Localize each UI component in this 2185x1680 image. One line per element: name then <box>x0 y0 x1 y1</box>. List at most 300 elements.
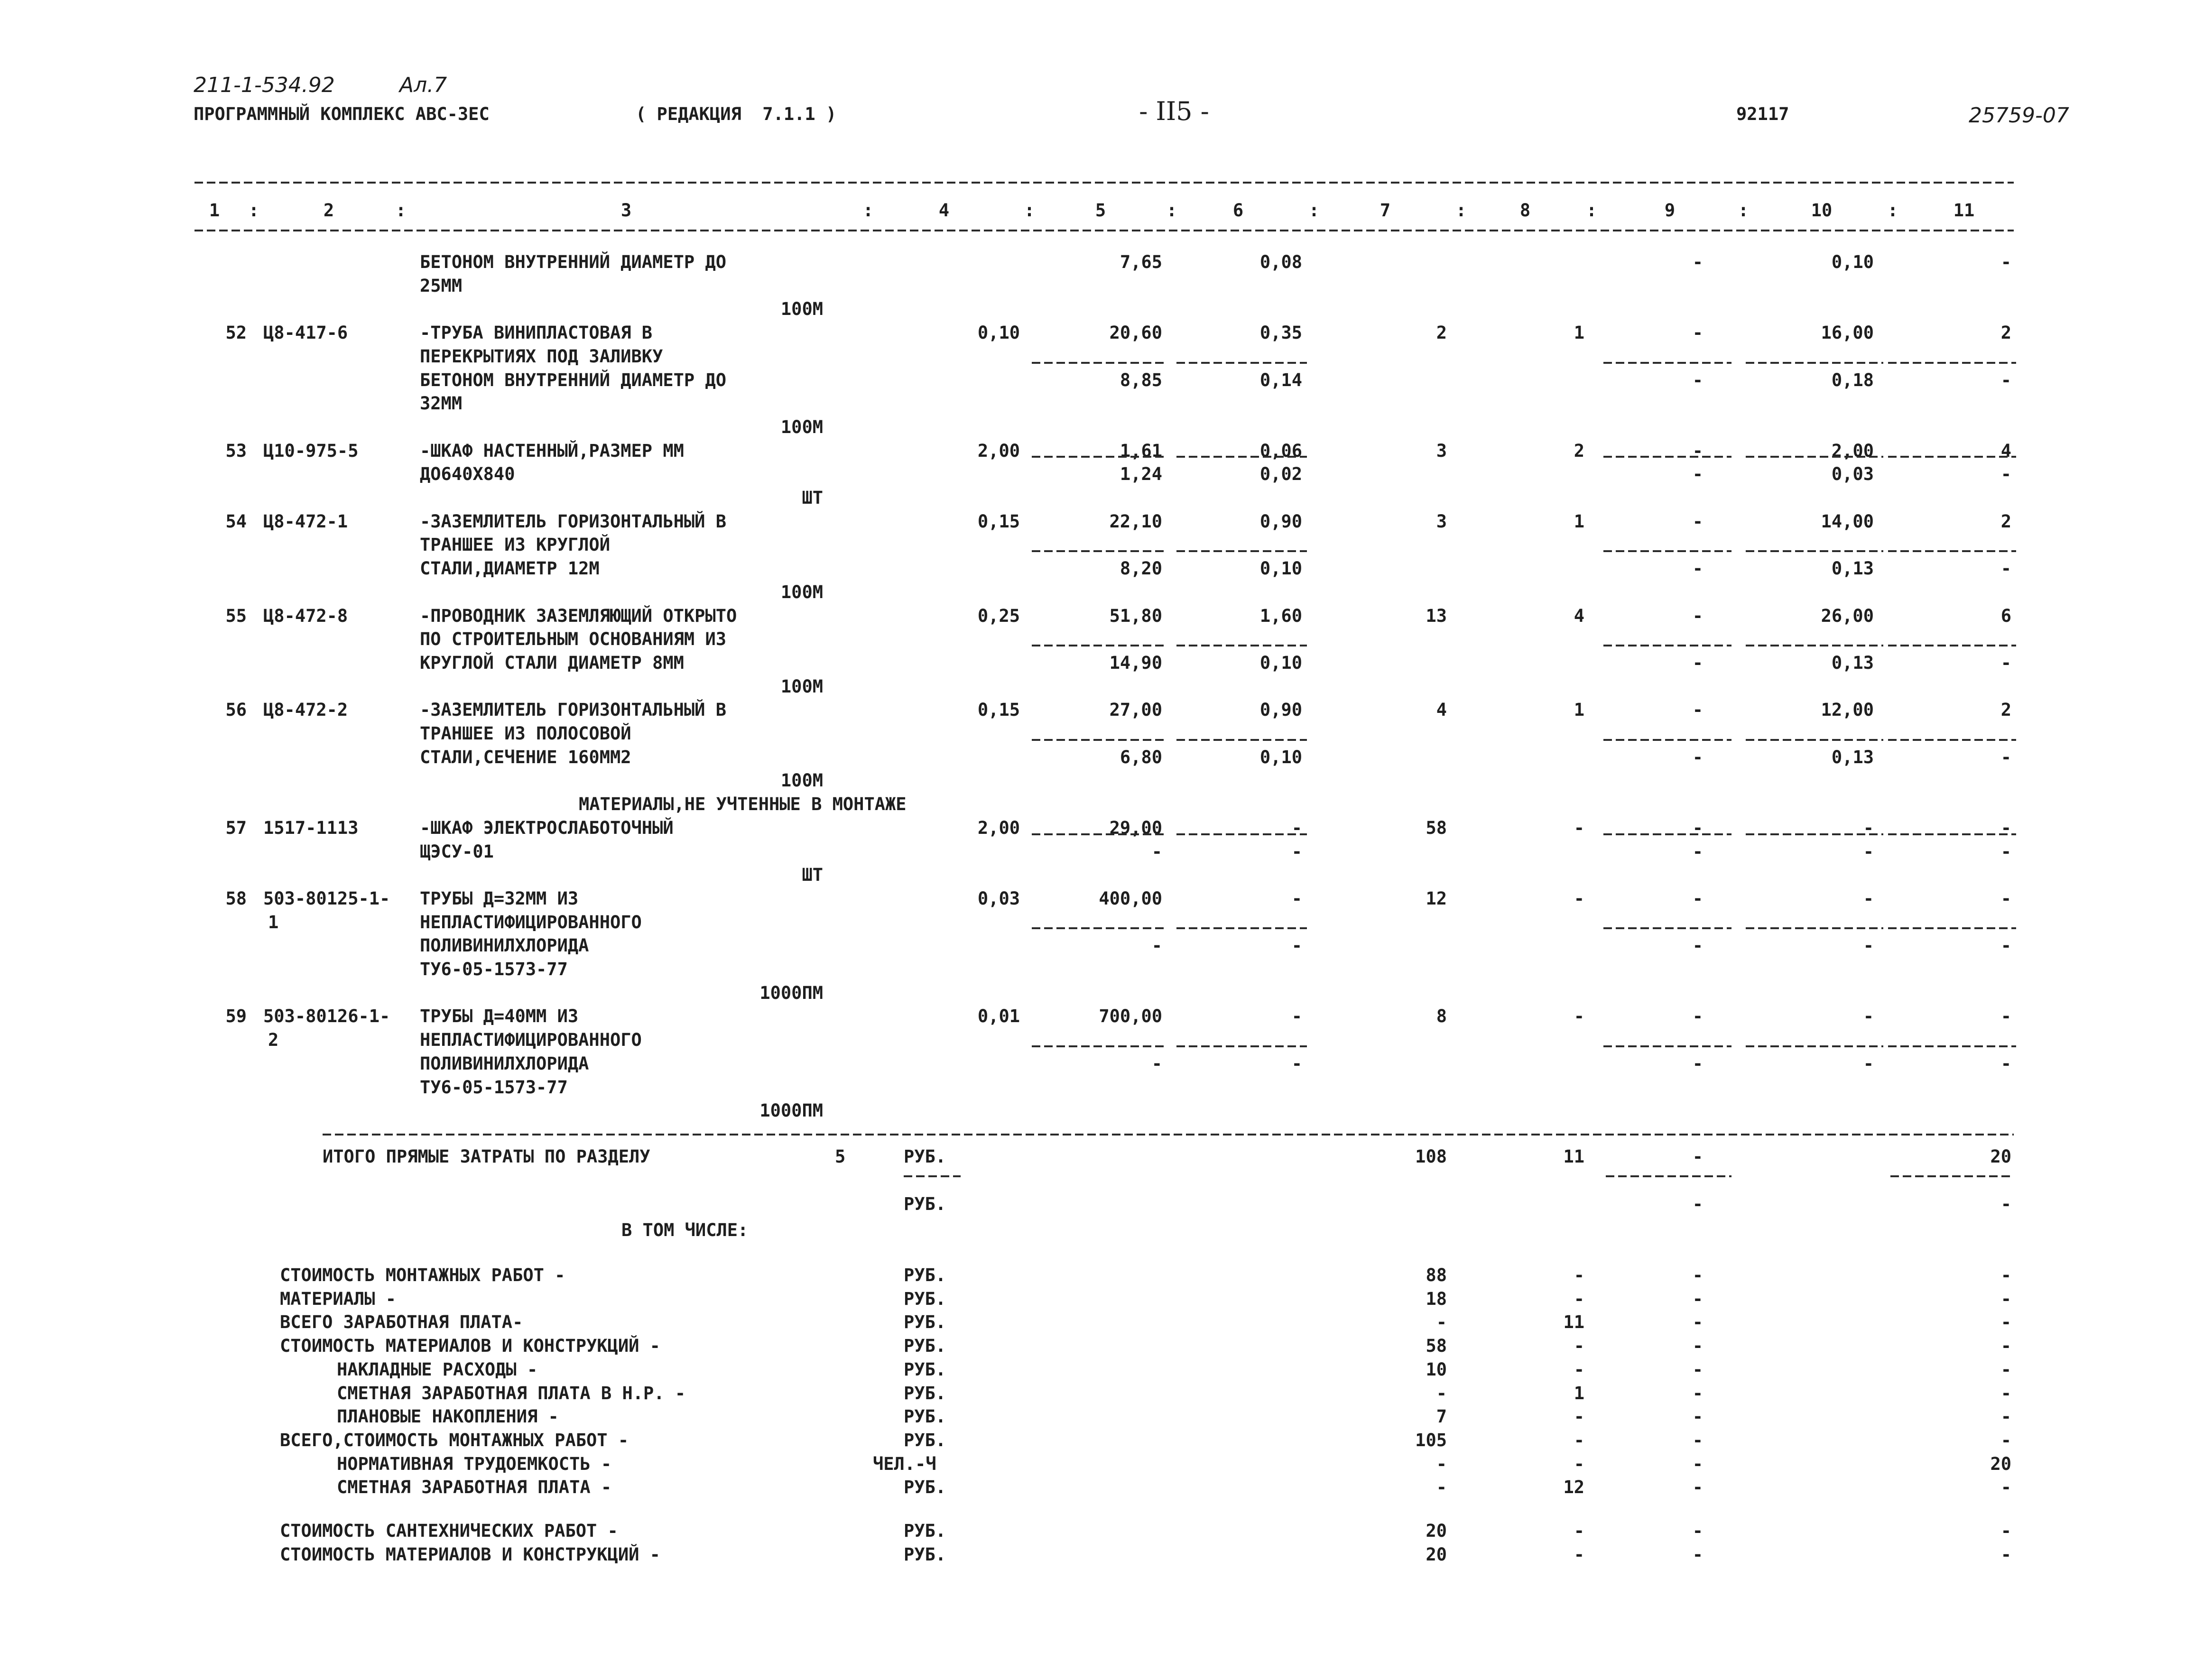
summary-c9: - <box>1692 1288 1703 1309</box>
cell-c5b: - <box>1151 1053 1162 1074</box>
summary-label: МАТЕРИАЛЫ - <box>280 1288 397 1309</box>
cell-c10b: 0,18 <box>1831 369 1874 390</box>
cell-divider <box>1603 549 1731 553</box>
col-separator: : <box>1455 200 1467 221</box>
summary-label: НОРМАТИВНАЯ ТРУДОЕМКОСТЬ - <box>337 1453 612 1474</box>
row-description: ЩЭСУ-01 <box>420 841 494 862</box>
cell-c10a: - <box>1863 888 1874 909</box>
cell-c9a: - <box>1692 605 1703 626</box>
cell-c8: 2 <box>1574 440 1584 461</box>
row-unit: 100М <box>780 299 823 320</box>
cell-c11b: - <box>2000 558 2011 579</box>
row-description: ТУ6-05-1573-77 <box>420 1077 568 1098</box>
col-separator: : <box>862 200 874 221</box>
row-description: ПО СТРОИТЕЛЬНЫМ ОСНОВАНИЯМ ИЗ <box>420 629 727 650</box>
cell-c5b: 14,90 <box>1109 652 1162 673</box>
cell-divider <box>1032 926 1167 930</box>
cell-divider <box>1888 926 2016 930</box>
cell-c6a: 0,06 <box>1259 440 1302 461</box>
row-description: КРУГЛОЙ СТАЛИ ДИАМЕТР 8ММ <box>420 652 684 673</box>
cell-c9a: - <box>1692 700 1703 720</box>
row-code-continuation: 1 <box>268 912 279 932</box>
cell-c11b: - <box>2000 1053 2011 1074</box>
totals-c9-divider <box>1606 1174 1731 1178</box>
cell-c8: 1 <box>1574 323 1584 343</box>
cell-c9b: - <box>1692 841 1703 862</box>
totals-c11-divider <box>1890 1174 2014 1178</box>
row-description: -ШКАФ ЭЛЕКТРОСЛАБОТОЧНЫЙ <box>420 817 674 838</box>
summary-c8: 12 <box>1563 1477 1584 1498</box>
summary-unit: РУБ. <box>904 1336 946 1357</box>
cell-c6b: - <box>1291 935 1302 956</box>
page-number: - II5 - <box>1139 96 1209 126</box>
row-unit: 1000ПМ <box>759 1100 823 1121</box>
row-description: -ПРОВОДНИК ЗАЗЕМЛЯЮЩИЙ ОТКРЫТО <box>420 605 737 626</box>
cell-c10b: 0,03 <box>1831 464 1874 485</box>
cell-c5a: 400,00 <box>1099 888 1162 909</box>
including-label: В ТОМ ЧИСЛЕ: <box>621 1220 749 1240</box>
totals-section-number: 5 <box>835 1146 846 1167</box>
cell-c9b: - <box>1692 558 1703 579</box>
summary-label: СТОИМОСТЬ МОНТАЖНЫХ РАБОТ - <box>280 1265 565 1285</box>
cell-divider <box>1032 738 1167 742</box>
summary-unit: РУБ. <box>904 1477 946 1498</box>
cell-divider <box>1888 549 2016 553</box>
cell-c8: 1 <box>1574 700 1584 720</box>
summary-c9: - <box>1692 1265 1703 1285</box>
row-quantity: 2,00 <box>977 817 1020 838</box>
summary-label: СМЕТНАЯ ЗАРАБОТНАЯ ПЛАТА В Н.Р. - <box>337 1383 686 1403</box>
row-description: ДО640Х840 <box>420 464 515 485</box>
row-number: 53 <box>225 440 247 461</box>
summary-c8: - <box>1574 1430 1584 1450</box>
summary-c9: - <box>1692 1336 1703 1357</box>
cell-c11b: - <box>2000 252 2011 272</box>
summary-unit: РУБ. <box>904 1383 946 1403</box>
row-quantity: 0,01 <box>977 1006 1020 1027</box>
summary-c8: 11 <box>1563 1312 1584 1333</box>
col-header-7: 7 <box>1380 200 1391 221</box>
row-quantity: 0,03 <box>977 888 1020 909</box>
row-quantity: 0,15 <box>977 700 1020 720</box>
summary-unit: РУБ. <box>904 1288 946 1309</box>
cell-c5a: 27,00 <box>1109 700 1162 720</box>
cell-divider <box>1603 738 1731 742</box>
cell-divider <box>1603 455 1731 459</box>
cell-divider <box>1888 644 2016 647</box>
cell-c9a: - <box>1692 1006 1703 1027</box>
summary-c9: - <box>1692 1406 1703 1427</box>
summary-c9: - <box>1692 1544 1703 1565</box>
cell-c6b: - <box>1291 1053 1302 1074</box>
summary-c8: - <box>1574 1521 1584 1541</box>
summary-c9: - <box>1692 1383 1703 1403</box>
row-number: 52 <box>225 323 247 343</box>
cell-divider <box>1888 455 2016 459</box>
row-quantity: 0,15 <box>977 511 1020 532</box>
summary-label: СТОИМОСТЬ САНТЕХНИЧЕСКИХ РАБОТ - <box>280 1521 618 1541</box>
cell-c7: 3 <box>1436 511 1447 532</box>
summary-label: ПЛАНОВЫЕ НАКОПЛЕНИЯ - <box>337 1406 559 1427</box>
row-description: ПОЛИВИНИЛХЛОРИДА <box>420 935 589 956</box>
col-header-10: 10 <box>1811 200 1833 221</box>
row-code: 1517-1113 <box>263 817 359 838</box>
cell-c9a: - <box>1692 323 1703 343</box>
row-description: НЕПЛАСТИФИЦИРОВАННОГО <box>420 1030 642 1051</box>
row-description: 25ММ <box>420 275 463 296</box>
cell-c10a: - <box>1863 817 1874 838</box>
col-separator: : <box>1887 200 1898 221</box>
cell-divider <box>1032 644 1167 647</box>
summary-c8: - <box>1574 1265 1584 1285</box>
cell-c11b: - <box>2000 935 2011 956</box>
col-header-4: 4 <box>938 200 950 221</box>
cell-c11b: - <box>2000 369 2011 390</box>
cell-c10b: 0,13 <box>1831 558 1874 579</box>
row-description: ПЕРЕКРЫТИЯХ ПОД ЗАЛИВКУ <box>420 346 663 367</box>
cell-c10a: 2,00 <box>1831 440 1874 461</box>
row-code: 503-80126-1- <box>263 1006 390 1027</box>
summary-unit: РУБ. <box>904 1430 946 1450</box>
cell-c6a: 1,60 <box>1259 605 1302 626</box>
row-number: 59 <box>225 1006 247 1027</box>
cell-c6b: 0,02 <box>1259 464 1302 485</box>
cell-c8: 4 <box>1574 605 1584 626</box>
row-code: Ц8-472-2 <box>263 700 348 720</box>
row-description: ТРАНШЕЕ ИЗ КРУГЛОЙ <box>420 535 610 555</box>
cell-divider <box>1032 455 1167 459</box>
cell-divider <box>1746 549 1883 553</box>
row-number: 57 <box>225 817 247 838</box>
cell-c11b: - <box>2000 652 2011 673</box>
totals-c7: 108 <box>1415 1146 1447 1167</box>
cell-divider <box>1603 361 1731 365</box>
row-description: НЕПЛАСТИФИЦИРОВАННОГО <box>420 912 642 932</box>
col-separator: : <box>1308 200 1320 221</box>
summary-c7: 18 <box>1426 1288 1447 1309</box>
cell-c11b: - <box>2000 747 2011 767</box>
row-description: ТРУБЫ Д=32ММ ИЗ <box>420 888 579 909</box>
stamp-number: 25759-07 <box>1969 103 2069 128</box>
row-code: Ц8-472-8 <box>263 605 348 626</box>
cell-c6a: 0,08 <box>1259 252 1302 272</box>
summary-c11: - <box>2000 1336 2011 1357</box>
summary-c9: - <box>1692 1521 1703 1541</box>
cell-c10a: - <box>1863 1006 1874 1027</box>
cell-c8: - <box>1574 817 1584 838</box>
summary-unit: РУБ. <box>904 1521 946 1541</box>
summary-c11: - <box>2000 1544 2011 1565</box>
row-unit: ШТ <box>802 488 823 508</box>
totals-c11a: 20 <box>1990 1146 2011 1167</box>
summary-c9: - <box>1692 1430 1703 1450</box>
summary-c8: 1 <box>1574 1383 1584 1403</box>
summary-c7: 88 <box>1426 1265 1447 1285</box>
cell-c9b: - <box>1692 1053 1703 1074</box>
summary-c7: - <box>1436 1312 1447 1333</box>
cell-c5b: 1,24 <box>1120 464 1162 485</box>
col-separator: : <box>1738 200 1749 221</box>
summary-c7: 20 <box>1426 1544 1447 1565</box>
row-description: ТРАНШЕЕ ИЗ ПОЛОСОВОЙ <box>420 723 631 744</box>
cell-c10b: 0,10 <box>1831 252 1874 272</box>
totals-label: ИТОГО ПРЯМЫЕ ЗАТРАТЫ ПО РАЗДЕЛУ <box>323 1146 650 1167</box>
cell-c6b: 0,14 <box>1259 369 1302 390</box>
cell-divider <box>1176 644 1307 647</box>
cell-c7: 2 <box>1436 323 1447 343</box>
edition: ( РЕДАКЦИЯ 7.1.1 ) <box>636 104 837 124</box>
sheet-label: Ал.7 <box>399 73 447 97</box>
cell-c10b: - <box>1863 935 1874 956</box>
cell-divider <box>1603 832 1731 836</box>
row-description: СТАЛИ,ДИАМЕТР 12М <box>420 558 600 579</box>
program-name: ПРОГРАММНЫЙ КОМПЛЕКС АВС-3ЕС <box>194 104 490 124</box>
summary-unit: ЧЕЛ.-Ч <box>873 1453 936 1474</box>
cell-c9b: - <box>1692 252 1703 272</box>
col-separator: : <box>1166 200 1177 221</box>
summary-label: СМЕТНАЯ ЗАРАБОТНАЯ ПЛАТА - <box>337 1477 612 1498</box>
cell-divider <box>1176 1044 1307 1048</box>
col-separator: : <box>1024 200 1035 221</box>
header-rule-top <box>194 181 2014 185</box>
summary-c8: - <box>1574 1453 1584 1474</box>
row-unit: 100М <box>780 582 823 602</box>
cell-c9a: - <box>1692 817 1703 838</box>
cell-c5a: 22,10 <box>1109 511 1162 532</box>
row-unit: 100М <box>780 416 823 437</box>
cell-c7: 8 <box>1436 1006 1447 1027</box>
cell-c6a: - <box>1291 817 1302 838</box>
row-description: СТАЛИ,СЕЧЕНИЕ 160ММ2 <box>420 747 631 767</box>
doc-code: 211-1-534.92 <box>194 73 335 97</box>
summary-c7: 20 <box>1426 1521 1447 1541</box>
summary-unit: РУБ. <box>904 1359 946 1380</box>
row-description: БЕТОНОМ ВНУТРЕННИЙ ДИАМЕТР ДО <box>420 252 727 272</box>
row-number: 54 <box>225 511 247 532</box>
cell-c7: 4 <box>1436 700 1447 720</box>
cell-c5b: - <box>1151 935 1162 956</box>
cell-divider <box>1176 738 1307 742</box>
col-header-5: 5 <box>1095 200 1106 221</box>
summary-c11: - <box>2000 1430 2011 1450</box>
summary-c7: 10 <box>1426 1359 1447 1380</box>
cell-divider <box>1746 1044 1883 1048</box>
totals-rule <box>323 1133 2014 1136</box>
cell-divider <box>1746 361 1883 365</box>
row-quantity: 0,25 <box>977 605 1020 626</box>
col-separator: : <box>395 200 407 221</box>
row-number: 58 <box>225 888 247 909</box>
cell-divider <box>1032 1044 1167 1048</box>
summary-c11: - <box>2000 1288 2011 1309</box>
summary-unit: РУБ. <box>904 1406 946 1427</box>
cell-c11a: 4 <box>2000 440 2011 461</box>
cell-divider <box>1746 455 1883 459</box>
cell-c9b: - <box>1692 652 1703 673</box>
cell-c11a: 6 <box>2000 605 2011 626</box>
cell-c7: 13 <box>1426 605 1447 626</box>
cell-c10a: 26,00 <box>1821 605 1874 626</box>
summary-label: ВСЕГО,СТОИМОСТЬ МОНТАЖНЫХ РАБОТ - <box>280 1430 629 1450</box>
cell-divider <box>1032 361 1167 365</box>
summary-c7: - <box>1436 1477 1447 1498</box>
row-description: -ШКАФ НАСТЕННЫЙ,РАЗМЕР ММ <box>420 440 684 461</box>
cell-c10b: 0,13 <box>1831 652 1874 673</box>
cell-divider <box>1746 832 1883 836</box>
cell-c7: 3 <box>1436 440 1447 461</box>
cell-c9a: - <box>1692 888 1703 909</box>
summary-c8: - <box>1574 1359 1584 1380</box>
row-quantity: 0,10 <box>977 323 1020 343</box>
cell-c8: - <box>1574 888 1584 909</box>
col-header-1: 1 <box>209 200 220 221</box>
cell-c5a: 1,61 <box>1120 440 1162 461</box>
cell-c7: 58 <box>1426 817 1447 838</box>
cell-c11b: - <box>2000 464 2011 485</box>
col-separator: : <box>248 200 259 221</box>
cell-c6a: 0,35 <box>1259 323 1302 343</box>
summary-c11: - <box>2000 1265 2011 1285</box>
cell-c5b: 6,80 <box>1120 747 1162 767</box>
cell-divider <box>1888 738 2016 742</box>
cell-c6a: 0,90 <box>1259 511 1302 532</box>
cell-c10a: 12,00 <box>1821 700 1874 720</box>
row-code-continuation: 2 <box>268 1030 279 1051</box>
cell-divider <box>1746 738 1883 742</box>
cell-divider <box>1746 926 1883 930</box>
summary-c7: - <box>1436 1453 1447 1474</box>
col-header-8: 8 <box>1519 200 1531 221</box>
col-header-2: 2 <box>323 200 334 221</box>
cell-c6b: 0,10 <box>1259 558 1302 579</box>
cell-divider <box>1888 1044 2016 1048</box>
totals-unit: РУБ. <box>904 1146 946 1167</box>
cell-c9b: - <box>1692 935 1703 956</box>
row-quantity: 2,00 <box>977 440 1020 461</box>
cell-c7: 12 <box>1426 888 1447 909</box>
summary-c9: - <box>1692 1312 1703 1333</box>
summary-c11: - <box>2000 1359 2011 1380</box>
summary-unit: РУБ. <box>904 1312 946 1333</box>
cell-divider <box>1746 644 1883 647</box>
row-description: БЕТОНОМ ВНУТРЕННИЙ ДИАМЕТР ДО <box>420 369 727 390</box>
col-header-3: 3 <box>620 200 632 221</box>
row-number: 56 <box>225 700 247 720</box>
cell-c9a: - <box>1692 440 1703 461</box>
cell-divider <box>1176 549 1307 553</box>
row-description: -ТРУБА ВИНИПЛАСТОВАЯ В <box>420 323 653 343</box>
summary-c11: - <box>2000 1477 2011 1498</box>
cell-c9b: - <box>1692 747 1703 767</box>
cell-c6b: - <box>1291 841 1302 862</box>
col-separator: : <box>1586 200 1597 221</box>
cell-divider <box>1032 549 1167 553</box>
totals-c9a: - <box>1692 1146 1703 1167</box>
row-description: ПОЛИВИНИЛХЛОРИДА <box>420 1053 589 1074</box>
cell-c11a: 2 <box>2000 700 2011 720</box>
summary-c8: - <box>1574 1288 1584 1309</box>
cell-c11a: 2 <box>2000 323 2011 343</box>
totals-c8: 11 <box>1563 1146 1584 1167</box>
row-description: ТРУБЫ Д=40ММ ИЗ <box>420 1006 579 1027</box>
summary-label: НАКЛАДНЫЕ РАСХОДЫ - <box>337 1359 538 1380</box>
row-description: 32ММ <box>420 393 463 414</box>
summary-c9: - <box>1692 1477 1703 1498</box>
cell-c5a: 700,00 <box>1099 1006 1162 1027</box>
cell-divider <box>1603 1044 1731 1048</box>
row-unit: 100М <box>780 676 823 697</box>
cell-divider <box>1176 832 1307 836</box>
cell-divider <box>1032 832 1167 836</box>
summary-c11: 20 <box>1990 1453 2011 1474</box>
cell-divider <box>1176 926 1307 930</box>
cell-c9b: - <box>1692 464 1703 485</box>
cell-c5b: 8,85 <box>1120 369 1162 390</box>
cell-c6a: 0,90 <box>1259 700 1302 720</box>
totals-c9b: - <box>1692 1194 1703 1214</box>
cell-c9a: - <box>1692 511 1703 532</box>
summary-unit: РУБ. <box>904 1265 946 1285</box>
row-unit: 100М <box>780 770 823 791</box>
cell-c11a: - <box>2000 817 2011 838</box>
summary-c7: 7 <box>1436 1406 1447 1427</box>
cell-divider <box>1603 644 1731 647</box>
totals-unit-second: РУБ. <box>904 1194 946 1214</box>
cell-divider <box>1888 361 2016 365</box>
row-unit: 1000ПМ <box>759 982 823 1003</box>
cell-c10b: - <box>1863 1053 1874 1074</box>
col-header-9: 9 <box>1664 200 1676 221</box>
section-heading: МАТЕРИАЛЫ,НЕ УЧТЕННЫЕ В МОНТАЖЕ <box>579 794 907 815</box>
cell-divider <box>1603 926 1731 930</box>
header-rule-bottom <box>194 229 2014 232</box>
cell-c10a: 16,00 <box>1821 323 1874 343</box>
summary-c8: - <box>1574 1544 1584 1565</box>
cell-c8: 1 <box>1574 511 1584 532</box>
summary-unit: РУБ. <box>904 1544 946 1565</box>
cell-c6a: - <box>1291 888 1302 909</box>
summary-c11: - <box>2000 1312 2011 1333</box>
summary-label: СТОИМОСТЬ МАТЕРИАЛОВ И КОНСТРУКЦИЙ - <box>280 1544 660 1565</box>
cell-divider <box>1176 455 1307 459</box>
row-number: 55 <box>225 605 247 626</box>
summary-c9: - <box>1692 1453 1703 1474</box>
cell-c6b: 0,10 <box>1259 652 1302 673</box>
cell-c5b: - <box>1151 841 1162 862</box>
cell-c10b: 0,13 <box>1831 747 1874 767</box>
row-description: ТУ6-05-1573-77 <box>420 959 568 979</box>
cell-c11a: - <box>2000 888 2011 909</box>
cell-c9b: - <box>1692 369 1703 390</box>
summary-label: СТОИМОСТЬ МАТЕРИАЛОВ И КОНСТРУКЦИЙ - <box>280 1336 660 1357</box>
totals-unit-divider <box>904 1174 961 1178</box>
summary-c9: - <box>1692 1359 1703 1380</box>
row-code: 503-80125-1- <box>263 888 390 909</box>
cell-c8: - <box>1574 1006 1584 1027</box>
cell-c6a: - <box>1291 1006 1302 1027</box>
cell-c5a: 51,80 <box>1109 605 1162 626</box>
col-header-6: 6 <box>1232 200 1244 221</box>
col-header-11: 11 <box>1953 200 1975 221</box>
cell-c10b: - <box>1863 841 1874 862</box>
summary-c8: - <box>1574 1336 1584 1357</box>
row-code: Ц8-472-1 <box>263 511 348 532</box>
row-code: Ц10-975-5 <box>263 440 359 461</box>
cell-c5b: 8,20 <box>1120 558 1162 579</box>
summary-c7: - <box>1436 1383 1447 1403</box>
row-description: -ЗАЗЕМЛИТЕЛЬ ГОРИЗОНТАЛЬНЫЙ В <box>420 511 727 532</box>
cell-c11b: - <box>2000 841 2011 862</box>
